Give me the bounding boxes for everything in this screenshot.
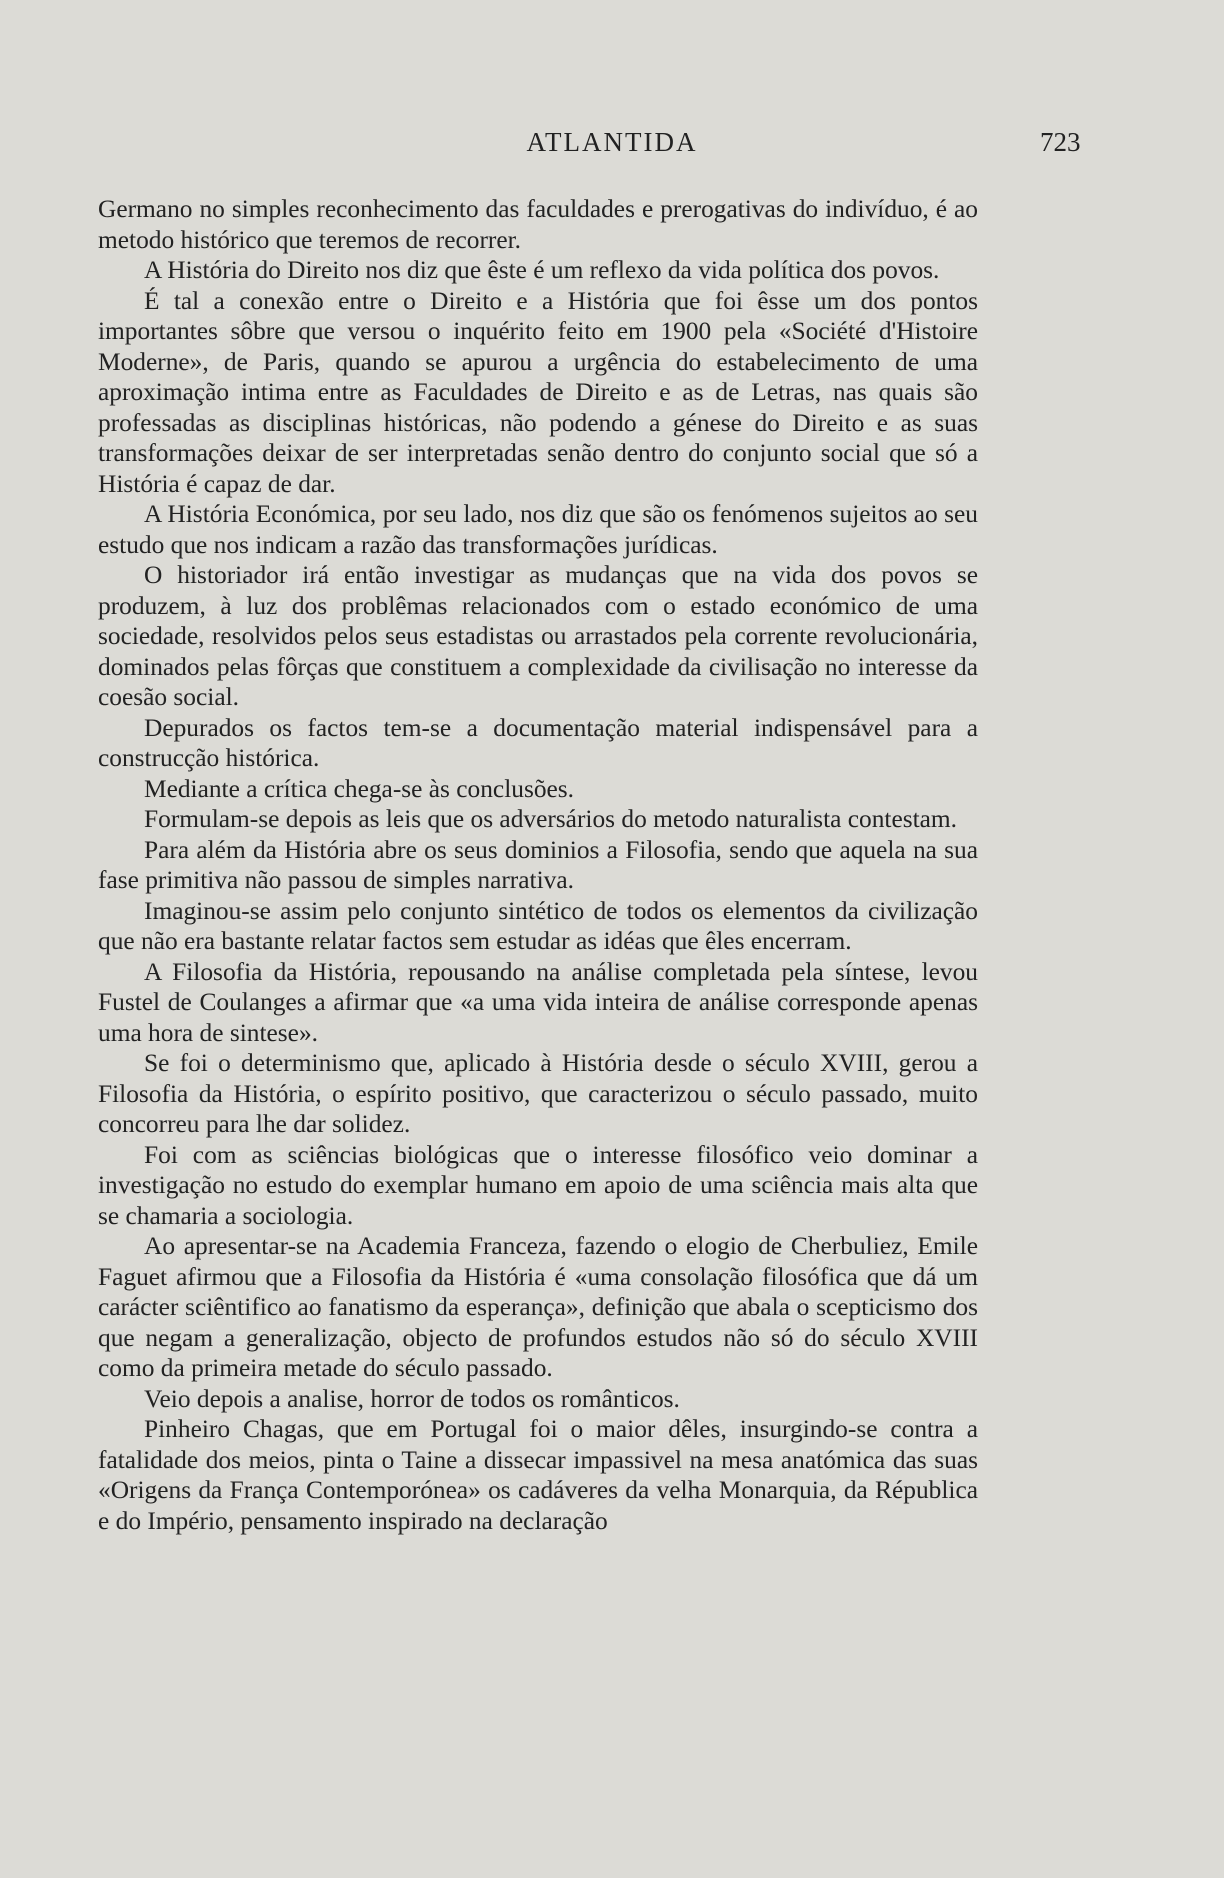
paragraph: A História Económica, por seu lado, nos diz que são os fenómenos sujeitos ao seu estudo que nos indicam a razão das transformações jurídicas. [98, 500, 978, 559]
page-header [0, 127, 1224, 167]
paragraph: Depurados os factos tem-se a documentação material indispensável para a construcção histórica. [98, 713, 978, 772]
paragraph: Imaginou-se assim pelo conjunto sintético de todos os elementos da civilização que não era bastante relatar factos sem estudar as idéas que êles encerram. [98, 896, 978, 955]
paragraph: A Filosofia da História, repousando na análise completada pela síntese, levou Fustel de Coulanges a afirmar que «a uma vida inteira de análise corresponde apenas uma hora de sintese». [98, 957, 978, 1047]
paragraph: Germano no simples reconhecimento das faculdades e prerogativas do indivíduo, é ao metodo histórico que teremos de recorrer. [98, 195, 978, 254]
paragraph: Pinheiro Chagas, que em Portugal foi o maior dêles, insurgindo-se contra a fatalidade dos meios, pinta o Taine a dissecar impassivel na mesa anatómica das suas «Origens da França Contemporónea» os cadáveres da velha Monarquia, da Républica e do Império, pensamento inspirado na declaração [98, 1415, 978, 1535]
paragraph: Ao apresentar-se na Academia Franceza, fazendo o elogio de Cherbuliez, Emile Faguet afirmou que a Filosofia da História é «uma consolação filosófica que dá um carácter sciêntifico ao fanatismo da esperança», definição que abala o scepticismo dos que negam a generalização, objecto de profundos estudos não só do século XVIII como da primeira metade do século passado. [98, 1232, 978, 1382]
page-number: 723 [1040, 127, 1081, 157]
running-title: ATLANTIDA [526, 127, 698, 157]
paragraph: Veio depois a analise, horror de todos os românticos. [144, 1384, 680, 1413]
paragraph: É tal a conexão entre o Direito e a História que foi êsse um dos pontos importantes sôbre que versou o inquérito feito em 1900 pela «Société d'Histoire Moderne», de Paris, quando se apurou a urgência do estabelecimento de uma aproximação intima entre as Faculdades de Direito e as de Letras, nas quais são professadas as disciplinas históricas, não podendo a génese do Direito e as suas transformações deixar de ser interpretadas senão dentro do conjunto social que só a História é capaz de dar. [98, 286, 978, 498]
paragraph: A História do Direito nos diz que êste é um reflexo da vida política dos povos. [144, 256, 940, 284]
body-text [98, 194, 978, 1536]
paragraph: O historiador irá então investigar as mudanças que na vida dos povos se produzem, à luz dos problêmas relacionados com o estado económico de uma sociedade, resolvidos pelos seus estadistas ou arrastados pela corrente revolucionária, dominados pelas fôrças que constituem a complexidade da civilisação no interesse da coesão social. [98, 561, 978, 711]
paragraph: Formulam-se depois as leis que os adversários do metodo naturalista contestam. [144, 805, 958, 833]
paragraph: Se foi o determinismo que, aplicado à História desde o século XVIII, gerou a Filosofia da História, o espírito positivo, que caracterizou o século passado, muito concorreu para lhe dar solidez. [98, 1049, 978, 1138]
paragraph: Para além da História abre os seus dominios a Filosofia, sendo que aquela na sua fase primitiva não passou de simples narrativa. [98, 835, 978, 894]
paragraph: Foi com as sciências biológicas que o interesse filosófico veio dominar a investigação no estudo do exemplar humano em apoio de uma sciência mais alta que se chamaria a sociologia. [98, 1140, 978, 1230]
paragraph: Mediante a crítica chega-se às conclusões. [144, 774, 575, 803]
